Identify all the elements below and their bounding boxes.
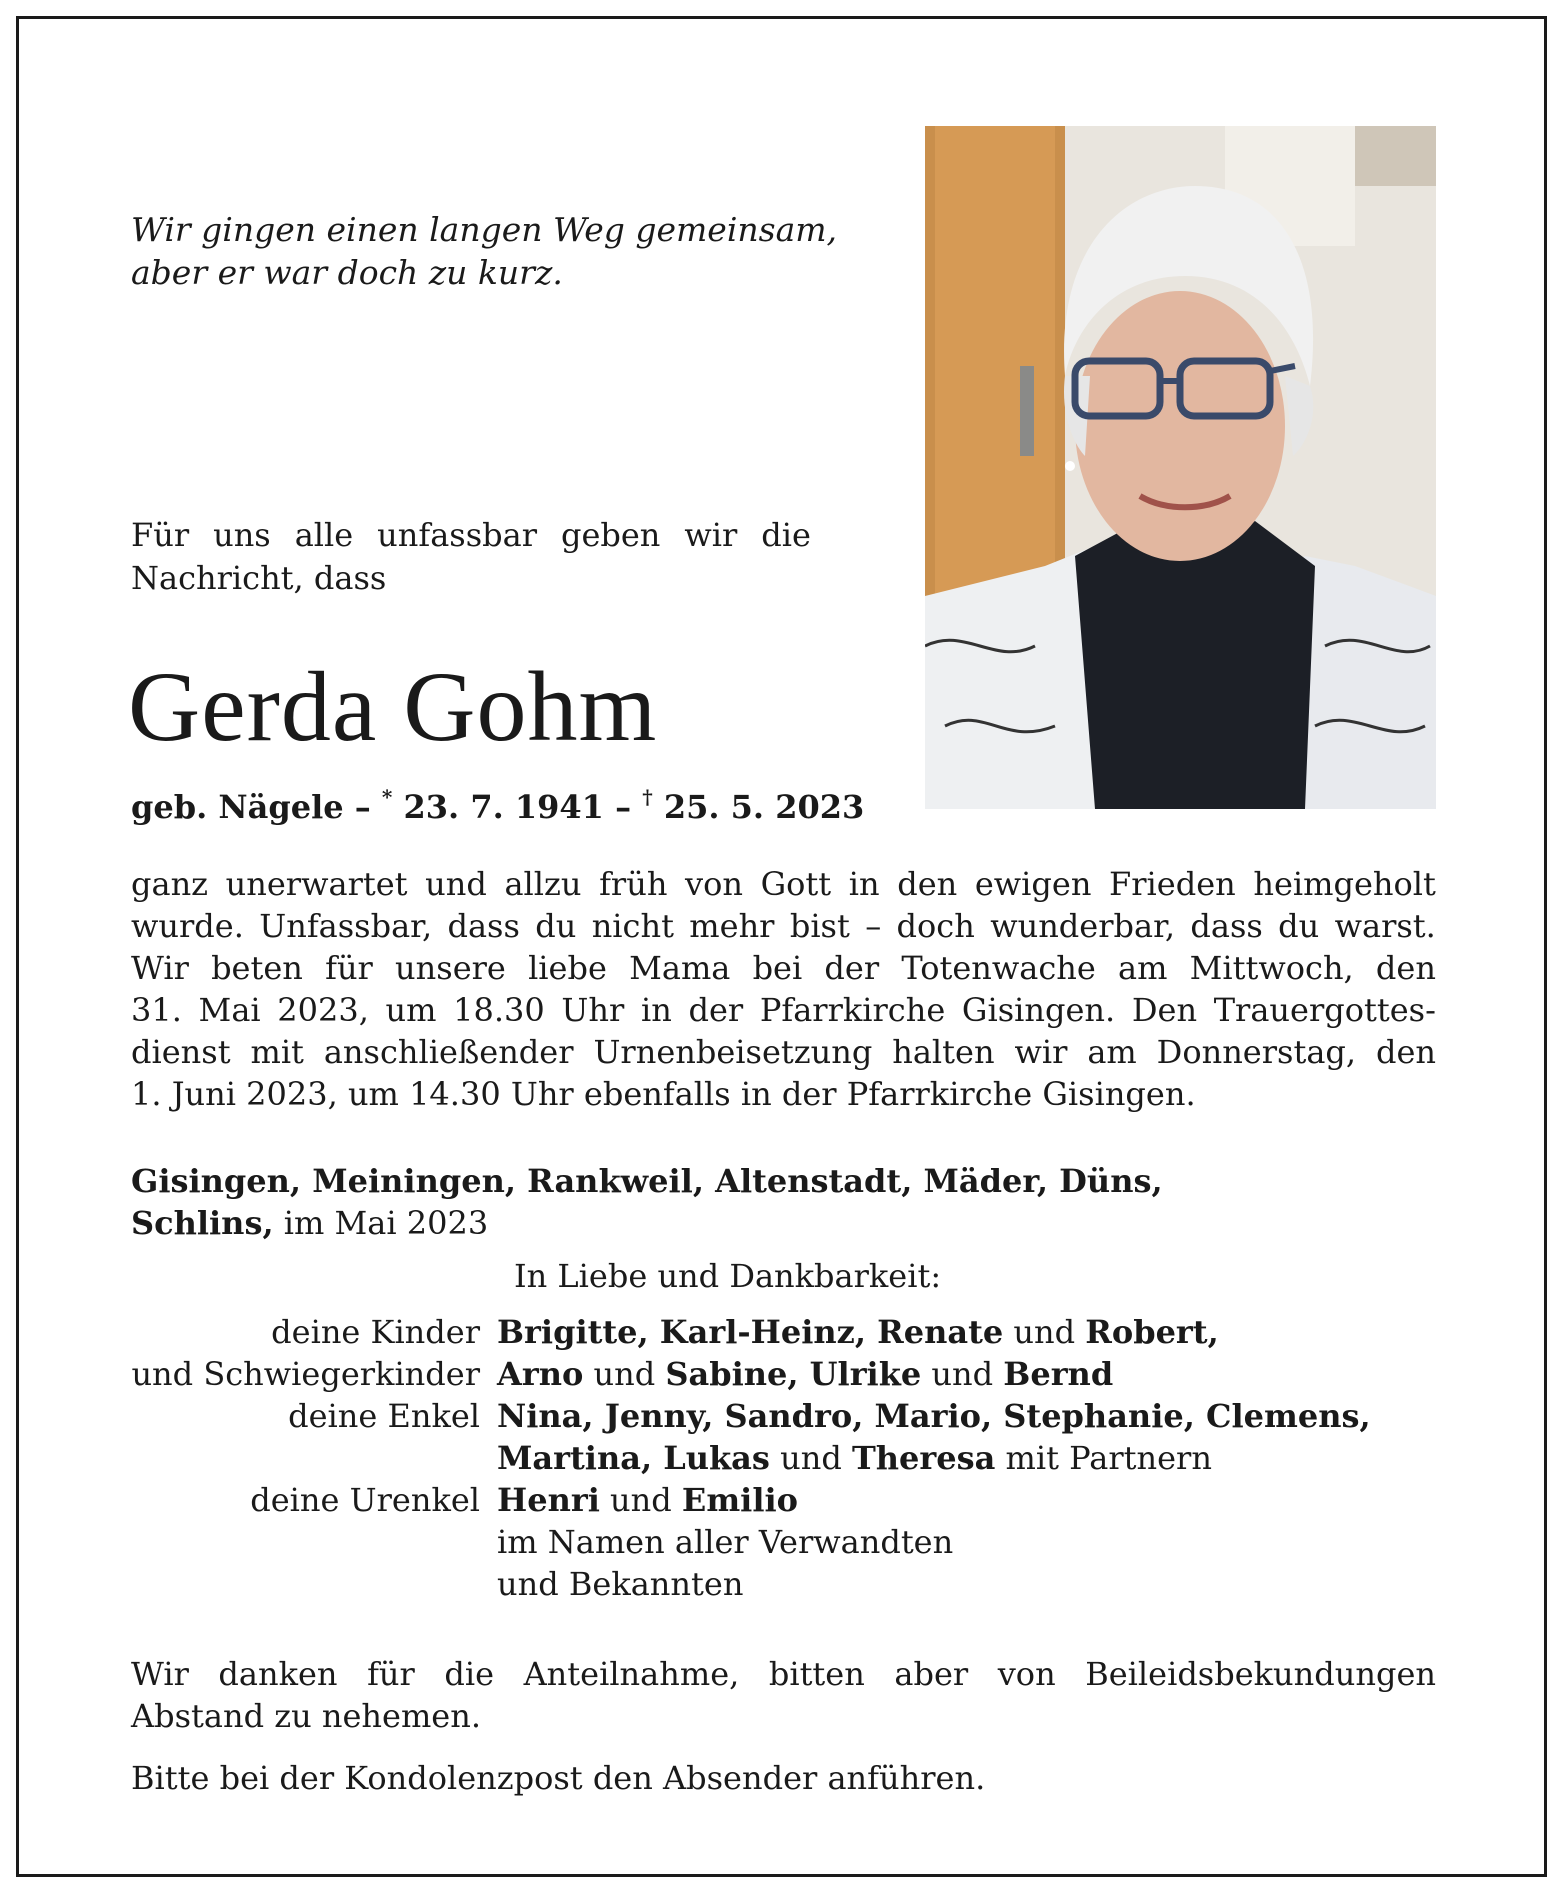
intro-line [131, 514, 811, 557]
word: unsere [395, 949, 506, 987]
conjunction: und [921, 1355, 1004, 1393]
motto-line: Wir gingen einen langen Weg gemeinsam, [131, 210, 838, 249]
word: in [848, 865, 880, 903]
word: unerwartet [225, 865, 408, 903]
birth-date: 23. 7. 1941 – [392, 788, 643, 826]
word: aber [894, 1655, 969, 1693]
locations-last: Schlins, [131, 1204, 274, 1242]
mourners-list [131, 1311, 1371, 1605]
mourner-names: Emilio [681, 1481, 798, 1519]
word: Den [1131, 991, 1198, 1029]
word: uns [213, 516, 271, 554]
word: Wir [131, 1655, 189, 1693]
word: liebe [528, 949, 607, 987]
word: Gisingen. [961, 991, 1116, 1029]
mourners-label: deine Enkel [288, 1397, 480, 1435]
word: ganz [131, 865, 209, 903]
word: du [1278, 907, 1320, 945]
word: für [325, 949, 373, 987]
mourners-row [131, 1395, 1371, 1437]
relatives-note: und Bekannten [497, 1565, 744, 1603]
mourner-names: Arno [497, 1355, 584, 1393]
locations-line: Gisingen, Meiningen, Rankweil, Altenstadt, Mäder, Düns, [131, 1162, 1163, 1200]
mourner-names: Theresa [851, 1439, 996, 1477]
mourners-row [131, 1353, 1371, 1395]
word: am [1118, 949, 1168, 987]
word: wurde. [131, 907, 244, 945]
word: mehr [689, 907, 775, 945]
closing-line: Abstand zu nehemen. [131, 1697, 482, 1735]
word: bei [752, 949, 803, 987]
mourner-names: Bernd [1003, 1355, 1114, 1393]
announcement-text [131, 863, 1436, 1115]
word: Mai [198, 991, 261, 1029]
announcement-line [131, 1031, 1436, 1073]
thanks-line: In Liebe und Dankbarkeit: [514, 1257, 942, 1295]
word: der [824, 949, 880, 987]
word: geben [560, 516, 661, 554]
word: warst. [1334, 907, 1436, 945]
death-cross: † [642, 785, 653, 809]
word: Anteilnahme, [523, 1655, 740, 1693]
conjunction: und [583, 1355, 666, 1393]
conjunction: und [1003, 1313, 1086, 1351]
partners-note: mit Partnern [995, 1439, 1212, 1477]
word: der [688, 991, 744, 1029]
word: mit [250, 1033, 304, 1071]
word: für [367, 1655, 415, 1693]
word: wunderbar, [990, 907, 1176, 945]
word: danken [218, 1655, 338, 1693]
mourner-names: Martina, Lukas [497, 1439, 770, 1477]
closing-text [131, 1653, 1436, 1737]
mourner-names: Sabine, Ulrike [665, 1355, 922, 1393]
motto-quote [131, 208, 851, 294]
mourners-row [131, 1563, 1371, 1605]
word: Urnenbeisetzung [593, 1033, 873, 1071]
life-dates [131, 776, 864, 828]
word: bitten [768, 1655, 865, 1693]
mourners-label: deine Kinder [271, 1313, 480, 1351]
intro-line: Nachricht, dass [131, 559, 387, 597]
word: beten [211, 949, 303, 987]
announcement-line [131, 863, 1436, 905]
announcement-line: 1. Juni 2023, um 14.30 Uhr ebenfalls in der Pfarrkirche Gisingen. [131, 1075, 1196, 1113]
word: von [997, 1655, 1056, 1693]
word: Gott [760, 865, 832, 903]
word: anschließender [323, 1033, 574, 1071]
birth-star: * [381, 785, 393, 809]
word: Pfarrkirche [759, 991, 946, 1029]
word: wir [684, 516, 738, 554]
word: 2023, [277, 991, 369, 1029]
word: den [1375, 1033, 1436, 1071]
relatives-note: im Namen aller Verwandten [497, 1523, 954, 1561]
announcement-line [131, 989, 1436, 1031]
word: Uhr [561, 991, 625, 1029]
word: ewigen [974, 865, 1092, 903]
conjunction: und [769, 1439, 852, 1477]
word: Donnerstag, [1156, 1033, 1357, 1071]
family-locations [131, 1160, 1331, 1244]
mourners-row [131, 1521, 1371, 1563]
word: allzu [504, 865, 582, 903]
word: Beileidsbekundungen [1085, 1655, 1436, 1693]
word: den [1375, 949, 1436, 987]
word: den [897, 865, 958, 903]
conjunction: und [599, 1481, 682, 1519]
word: doch [896, 907, 975, 945]
word: die [444, 1655, 495, 1693]
word: dass [1190, 907, 1263, 945]
portrait-photo [925, 126, 1436, 809]
mourners-row [131, 1479, 1371, 1521]
maiden-name: geb. Nägele – [131, 788, 382, 826]
mourner-names: Robert, [1085, 1313, 1219, 1351]
place-date: im Mai 2023 [273, 1204, 489, 1242]
word: die [761, 516, 811, 554]
word: Mittwoch, [1189, 949, 1354, 987]
motto-line: aber er war doch zu kurz. [131, 253, 563, 292]
intro-text [131, 514, 811, 600]
word: am [1087, 1033, 1137, 1071]
word: Für [131, 516, 190, 554]
mourners-label: und Schwiegerkinder [131, 1355, 480, 1393]
word: Unfassbar, [259, 907, 433, 945]
word: du [535, 907, 577, 945]
closing-note: Bitte bei der Kondolenzpost den Absender anführen. [131, 1759, 986, 1797]
word: und [425, 865, 487, 903]
mourner-names: Henri [497, 1481, 600, 1519]
word: bist [789, 907, 850, 945]
word: halten [892, 1033, 995, 1071]
word: Trauergottes- [1213, 991, 1436, 1029]
word: um [385, 991, 437, 1029]
mourners-row [131, 1437, 1371, 1479]
word: heimgeholt [1253, 865, 1436, 903]
word: 18.30 [453, 991, 545, 1029]
word: 31. [131, 991, 182, 1029]
word: unfassbar [377, 516, 537, 554]
word: wir [1014, 1033, 1068, 1071]
word: in [640, 991, 672, 1029]
word: Totenwache [901, 949, 1096, 987]
word: – [865, 907, 882, 945]
word: nicht [591, 907, 674, 945]
word: alle [294, 516, 354, 554]
word: Wir [131, 949, 189, 987]
word: früh [599, 865, 668, 903]
word: Mama [629, 949, 731, 987]
mourners-row [131, 1311, 1371, 1353]
closing-line [131, 1653, 1436, 1695]
deceased-name: Gerda Gohm [128, 651, 658, 762]
mourner-names: Nina, Jenny, Sandro, Mario, Stephanie, Clemens, [497, 1397, 1371, 1435]
portrait-image [925, 126, 1436, 809]
mourners-label: deine Urenkel [250, 1481, 480, 1519]
word: dass [447, 907, 520, 945]
word: Frieden [1109, 865, 1236, 903]
word: dienst [131, 1033, 231, 1071]
announcement-line [131, 947, 1436, 989]
announcement-line [131, 905, 1436, 947]
mourner-names: Brigitte, Karl-Heinz, Renate [497, 1313, 1004, 1351]
word: von [685, 865, 743, 903]
death-date: 25. 5. 2023 [652, 788, 865, 826]
